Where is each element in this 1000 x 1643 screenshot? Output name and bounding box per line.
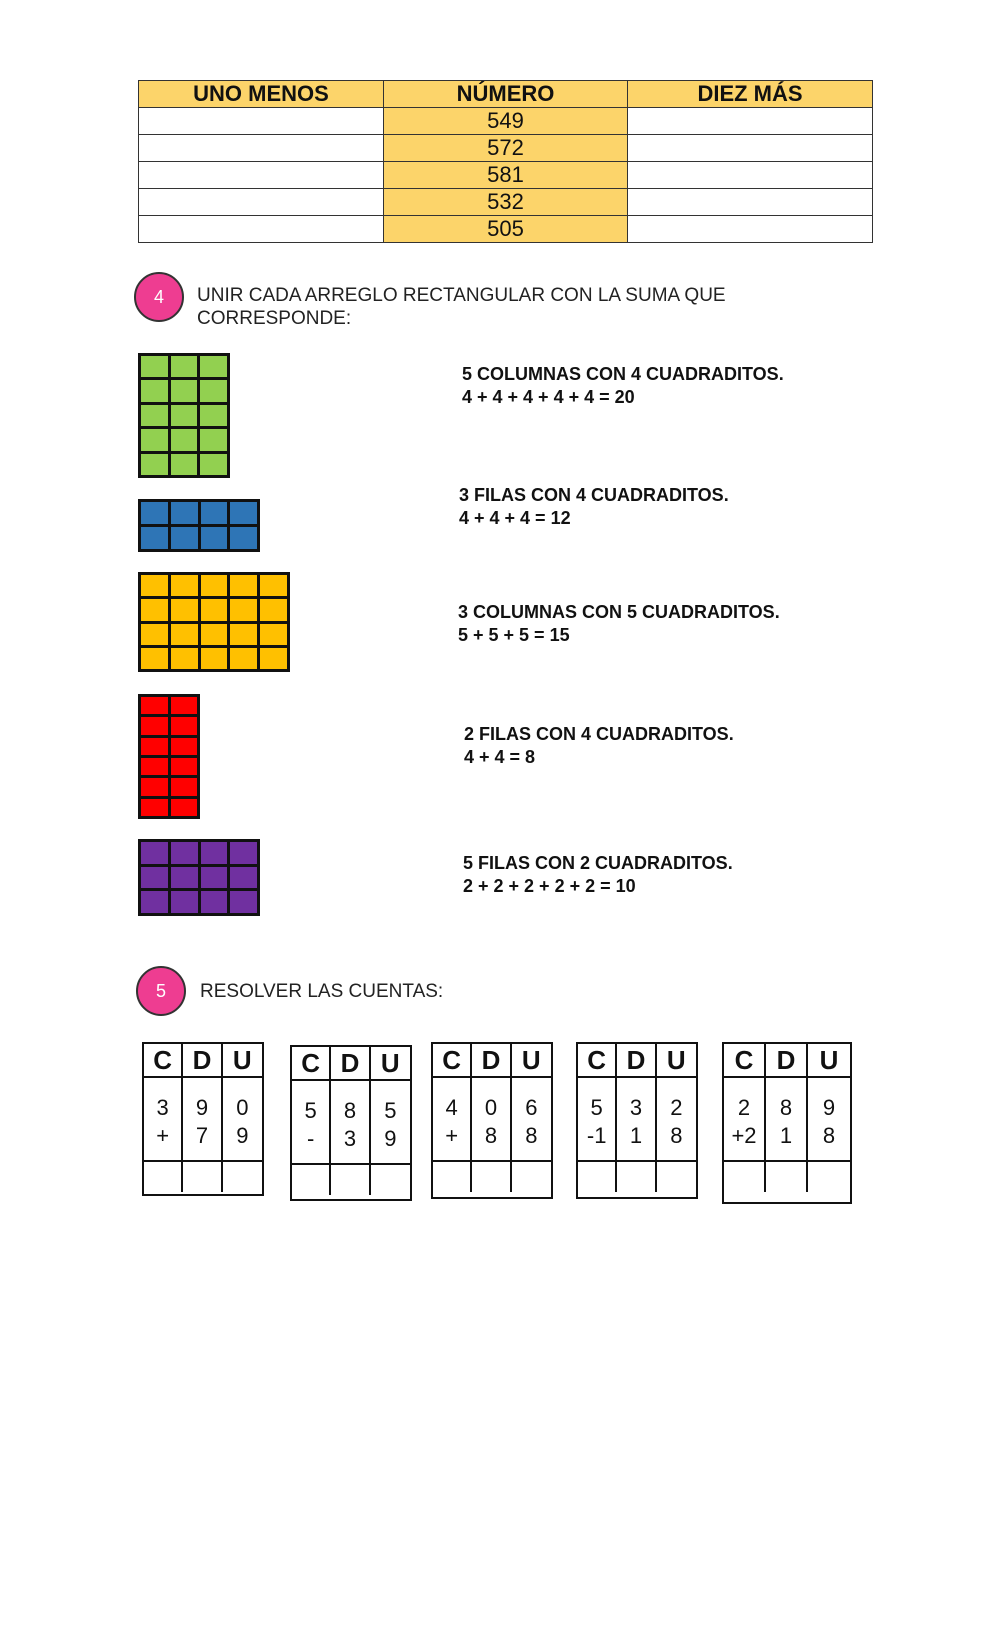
array-square [171, 454, 198, 475]
array-square [230, 502, 257, 524]
array-square [141, 778, 168, 795]
table-row [139, 108, 873, 135]
number-cell: 549 [384, 108, 628, 135]
section-5-badge: 5 [136, 966, 186, 1016]
array-square [141, 405, 168, 426]
purple-rectangular-array[interactable] [138, 839, 260, 916]
array-square [141, 891, 168, 913]
bottom-digit: 1 [629, 1123, 643, 1148]
answer-cell-u[interactable] [223, 1162, 262, 1192]
uno-menos-cell[interactable] [139, 135, 384, 162]
digit-column-d [766, 1078, 808, 1162]
top-digit: 2 [670, 1095, 683, 1120]
table-header-row [139, 81, 873, 108]
sum-equation: 4 + 4 = 8 [464, 747, 536, 767]
column-header-u: U [808, 1044, 850, 1078]
answer-cell-c[interactable] [144, 1162, 183, 1192]
bottom-digit: -1 [586, 1123, 607, 1148]
answer-cell-u[interactable] [512, 1162, 551, 1192]
digit-column-u [512, 1078, 551, 1162]
top-digit: 0 [236, 1095, 249, 1120]
bottom-digit: - [307, 1126, 315, 1151]
array-square [141, 429, 168, 450]
array-square [200, 429, 227, 450]
array-square [171, 697, 198, 714]
column-header-c: C [578, 1044, 617, 1078]
bottom-digit: 9 [236, 1123, 249, 1148]
sum-option[interactable] [458, 601, 780, 647]
array-square [141, 648, 168, 669]
answer-cell-d[interactable] [766, 1162, 808, 1192]
array-square [260, 599, 287, 620]
answer-cell-c[interactable] [578, 1162, 617, 1192]
diez-mas-cell[interactable] [628, 108, 873, 135]
top-digit: 4 [445, 1095, 458, 1120]
bottom-digit: 3 [343, 1126, 357, 1151]
number-cell: 572 [384, 135, 628, 162]
array-square [230, 867, 257, 889]
section-4-title-line2: CORRESPONDE: [197, 308, 352, 329]
sum-option[interactable] [462, 363, 784, 409]
digit-column-d [331, 1081, 370, 1165]
number-cell: 505 [384, 216, 628, 243]
bottom-digit: + [445, 1123, 459, 1148]
array-square [230, 842, 257, 864]
array-square [171, 778, 198, 795]
top-digit: 9 [822, 1095, 836, 1120]
array-square [171, 405, 198, 426]
yellow-rectangular-array[interactable] [138, 572, 290, 672]
array-square [171, 738, 198, 755]
diez-mas-cell[interactable] [628, 162, 873, 189]
array-square [260, 624, 287, 645]
array-square [260, 648, 287, 669]
top-digit: 6 [525, 1095, 538, 1120]
array-square [230, 575, 257, 596]
table-row [139, 162, 873, 189]
sum-description: 5 COLUMNAS CON 4 CUADRADITOS. [462, 364, 784, 384]
section-5-title: RESOLVER LAS CUENTAS: [200, 981, 444, 1002]
array-square [201, 599, 228, 620]
bottom-digit: 1 [779, 1123, 793, 1148]
uno-menos-cell[interactable] [139, 189, 384, 216]
sum-equation: 4 + 4 + 4 = 12 [459, 508, 571, 528]
operation-box [722, 1042, 852, 1204]
answer-cell-d[interactable] [183, 1162, 222, 1192]
array-square [171, 717, 198, 734]
array-square [200, 405, 227, 426]
diez-mas-cell[interactable] [628, 135, 873, 162]
top-digit: 2 [737, 1095, 751, 1120]
uno-menos-cell[interactable] [139, 162, 384, 189]
array-square [141, 454, 168, 475]
array-square [141, 867, 168, 889]
column-header-d: D [617, 1044, 656, 1078]
number-cell: 581 [384, 162, 628, 189]
digit-column-u [808, 1078, 850, 1162]
column-header-c: C [724, 1044, 766, 1078]
sum-option[interactable] [464, 723, 734, 769]
array-square [141, 799, 168, 816]
array-square [141, 842, 168, 864]
sum-equation: 4 + 4 + 4 + 4 + 4 = 20 [462, 387, 635, 407]
array-square [171, 527, 198, 549]
array-square [201, 867, 228, 889]
array-square [171, 502, 198, 524]
array-square [201, 527, 228, 549]
bottom-digit: + [156, 1123, 170, 1148]
array-square [141, 738, 168, 755]
operation-box [290, 1045, 412, 1201]
array-square [171, 891, 198, 913]
sum-equation: 2 + 2 + 2 + 2 + 2 = 10 [463, 876, 636, 896]
array-square [230, 648, 257, 669]
operation-box [431, 1042, 553, 1199]
array-square [141, 502, 168, 524]
column-header-u: U [657, 1044, 696, 1078]
array-square [141, 758, 168, 775]
column-header-c: C [433, 1044, 472, 1078]
section-4-title-line1: UNIR CADA ARREGLO RECTANGULAR CON LA SUMA QUE [197, 285, 726, 306]
top-digit: 9 [195, 1095, 209, 1120]
column-header-u: U [512, 1044, 551, 1078]
uno-menos-cell[interactable] [139, 216, 384, 243]
answer-cell-d[interactable] [472, 1162, 511, 1192]
sum-equation: 5 + 5 + 5 = 15 [458, 625, 570, 645]
column-header-c: C [292, 1047, 331, 1081]
array-square [171, 624, 198, 645]
array-square [260, 575, 287, 596]
array-square [171, 429, 198, 450]
operation-box [576, 1042, 698, 1199]
digit-column-u [223, 1078, 262, 1162]
column-header-c: C [144, 1044, 183, 1078]
top-digit: 5 [304, 1098, 317, 1123]
array-square [201, 842, 228, 864]
answer-cell-c[interactable] [433, 1162, 472, 1192]
top-digit: 3 [156, 1095, 169, 1120]
diez-mas-cell[interactable] [628, 189, 873, 216]
header-diez-mas: DIEZ MÁS [628, 81, 873, 108]
array-square [200, 356, 227, 377]
array-square [230, 599, 257, 620]
digit-column-c [433, 1078, 472, 1162]
top-digit: 8 [779, 1095, 793, 1120]
bottom-digit: 8 [670, 1123, 683, 1148]
answer-cell-c[interactable] [292, 1165, 331, 1195]
array-square [230, 891, 257, 913]
array-square [201, 502, 228, 524]
array-square [171, 575, 198, 596]
digit-column-d [472, 1078, 511, 1162]
top-digit: 5 [590, 1095, 603, 1120]
column-header-u: U [371, 1047, 410, 1081]
array-square [200, 454, 227, 475]
answer-cell-u[interactable] [371, 1165, 410, 1195]
answer-cell-c[interactable] [724, 1162, 766, 1192]
sum-option[interactable] [459, 484, 729, 530]
array-square [141, 356, 168, 377]
array-square [171, 842, 198, 864]
array-square [141, 624, 168, 645]
digit-column-u [371, 1081, 410, 1165]
array-square [171, 758, 198, 775]
sum-description: 3 COLUMNAS CON 5 CUADRADITOS. [458, 602, 780, 622]
array-square [171, 380, 198, 401]
number-table [138, 80, 873, 243]
array-square [171, 356, 198, 377]
green-rectangular-array[interactable] [138, 353, 230, 478]
digit-column-d [183, 1078, 222, 1162]
answer-cell-d[interactable] [331, 1165, 370, 1195]
array-square [171, 648, 198, 669]
column-header-d: D [472, 1044, 511, 1078]
answer-cell-u[interactable] [657, 1162, 696, 1192]
digit-column-c [144, 1078, 183, 1162]
digit-column-u [657, 1078, 696, 1162]
bottom-digit: 8 [822, 1123, 836, 1148]
array-square [141, 575, 168, 596]
number-cell: 532 [384, 189, 628, 216]
blue-rectangular-array[interactable] [138, 499, 260, 552]
bottom-digit: 8 [484, 1123, 498, 1148]
top-digit: 0 [484, 1095, 498, 1120]
array-square [201, 891, 228, 913]
column-header-d: D [766, 1044, 808, 1078]
array-square [141, 527, 168, 549]
section-4-title [197, 284, 726, 330]
top-digit: 5 [384, 1098, 397, 1123]
array-square [141, 697, 168, 714]
array-square [201, 624, 228, 645]
sum-description: 3 FILAS CON 4 CUADRADITOS. [459, 485, 729, 505]
column-header-d: D [331, 1047, 370, 1081]
sum-description: 5 FILAS CON 2 CUADRADITOS. [463, 853, 733, 873]
array-square [141, 717, 168, 734]
table-row [139, 216, 873, 243]
array-square [171, 599, 198, 620]
red-rectangular-array[interactable] [138, 694, 200, 819]
header-uno-menos: UNO MENOS [139, 81, 384, 108]
array-square [171, 799, 198, 816]
diez-mas-cell[interactable] [628, 216, 873, 243]
bottom-digit: 7 [195, 1123, 209, 1148]
sum-option[interactable] [463, 852, 733, 898]
digit-column-d [617, 1078, 656, 1162]
array-square [201, 648, 228, 669]
array-square [141, 380, 168, 401]
section-4-badge: 4 [134, 272, 184, 322]
digit-column-c [578, 1078, 617, 1162]
array-square [230, 527, 257, 549]
bottom-digit: 9 [384, 1126, 397, 1151]
array-square [141, 599, 168, 620]
digit-column-c [292, 1081, 331, 1165]
array-square [230, 624, 257, 645]
table-row [139, 135, 873, 162]
answer-cell-u[interactable] [808, 1162, 850, 1192]
bottom-digit: +2 [731, 1123, 757, 1148]
column-header-u: U [223, 1044, 262, 1078]
top-digit: 3 [629, 1095, 643, 1120]
digit-column-c [724, 1078, 766, 1162]
uno-menos-cell[interactable] [139, 108, 384, 135]
operation-box [142, 1042, 264, 1196]
column-header-d: D [183, 1044, 222, 1078]
sum-description: 2 FILAS CON 4 CUADRADITOS. [464, 724, 734, 744]
top-digit: 8 [343, 1098, 357, 1123]
answer-cell-d[interactable] [617, 1162, 656, 1192]
header-numero: NÚMERO [384, 81, 628, 108]
array-square [200, 380, 227, 401]
bottom-digit: 8 [525, 1123, 538, 1148]
array-square [201, 575, 228, 596]
table-row [139, 189, 873, 216]
array-square [171, 867, 198, 889]
